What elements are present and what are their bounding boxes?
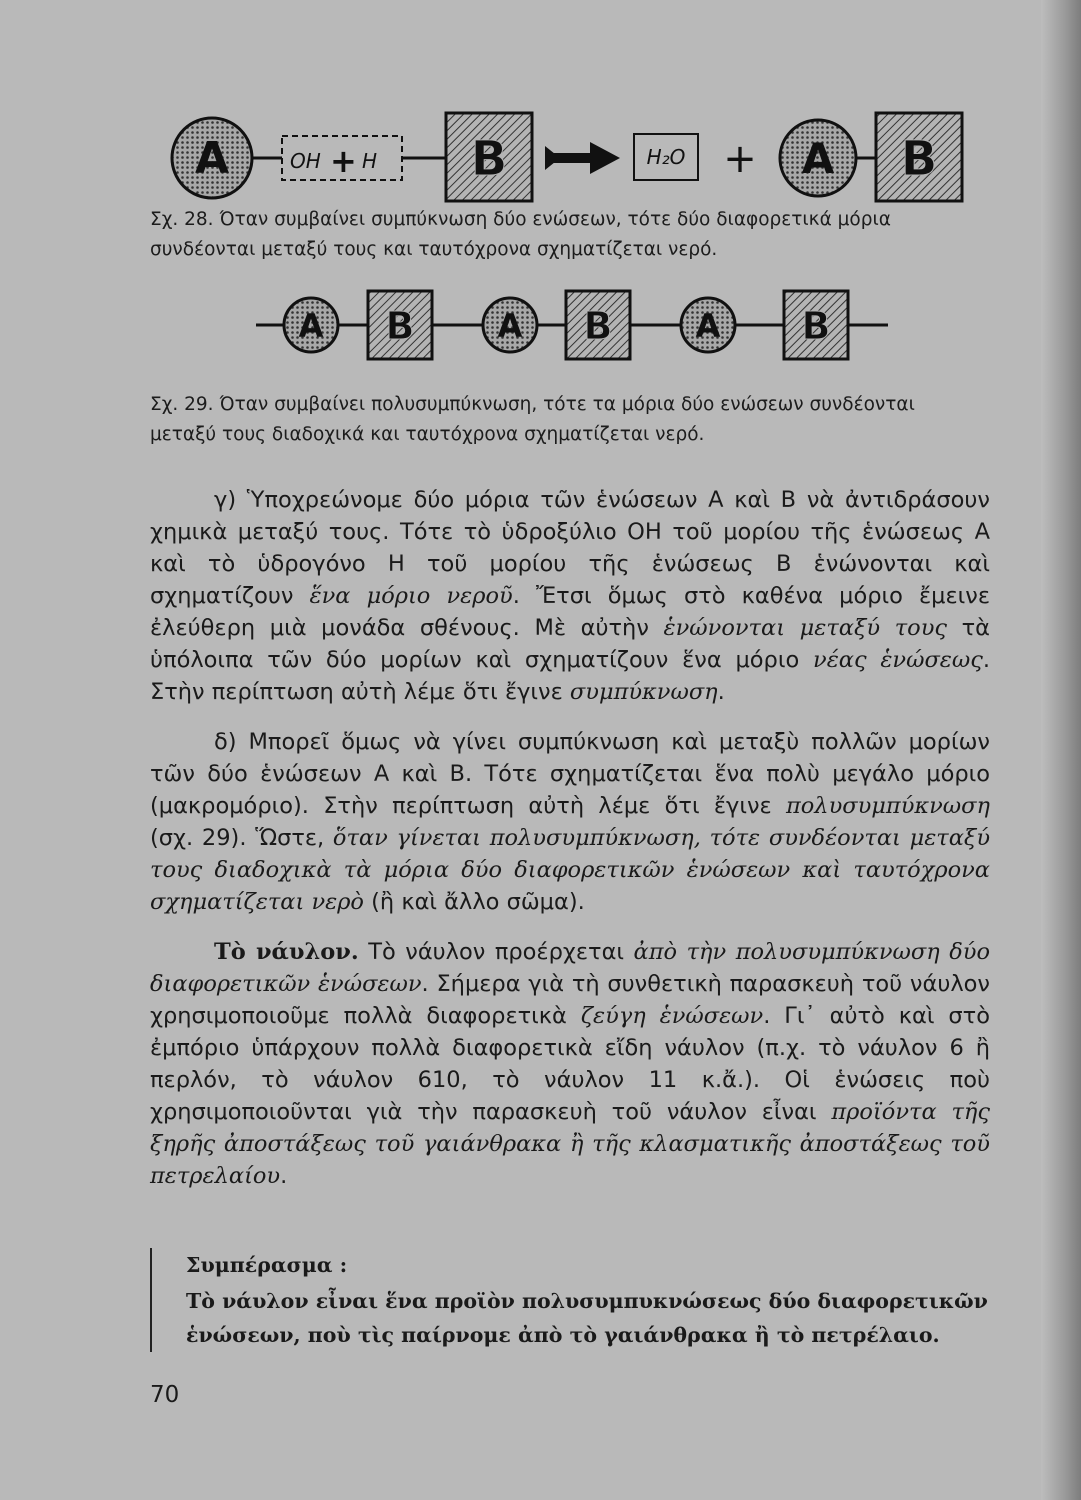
paragraph-nylon — [150, 936, 990, 1192]
product-b-label: B — [900, 131, 938, 187]
product-a-label: A — [801, 134, 835, 183]
gamma-text-4: . Στὴν περίπτωση αὐτὴ λέμε ὅτι ἔγινε — [150, 647, 990, 705]
paragraph-gamma — [150, 484, 990, 708]
delta-italic-1: πολυσυμπύκνωση — [785, 793, 990, 819]
chain-label-3: A — [497, 307, 523, 345]
figure-29-number: Σχ. 29. — [150, 394, 214, 415]
nylon-italic-1: ἀπὸ τὴν πολυσυμπύκνωση δύο διαφορετικῶν ἑνώσεων — [150, 939, 990, 997]
figure-29-chain — [256, 291, 888, 359]
figure-28-caption-text: Όταν συμβαίνει συμπύκνωση δύο ενώσεων, τότε δύο διαφορετικά μόρια συνδέονται μεταξύ τους και ταυτόχρονα σχηματίζεται νερό. — [150, 209, 891, 260]
h-label: H — [362, 149, 378, 173]
water-label: H₂O — [646, 145, 686, 169]
gamma-italic-4: συμπύκνωση — [569, 679, 718, 705]
reaction-arrow — [545, 142, 620, 174]
figure-28-diagram — [172, 113, 962, 201]
figure-28-caption — [150, 205, 982, 265]
gamma-text-1: γ) Ὑποχρεώνομε δύο μόρια τῶν ἑνώσεων Α καὶ Β νὰ ἀντιδράσουν χημικὰ μεταξύ τους. Τότε τὸ ὑδροξύλιο ΟΗ τοῦ μορίου τῆς ἑνώσεως Α καὶ τὸ ὑδρογόνο Η τοῦ μορίου τῆς ἑνώσεως Β ἑνώνονται καὶ σχηματίζουν — [150, 487, 990, 609]
molecule-b-label: B — [470, 131, 508, 187]
gamma-text-5: . — [717, 679, 725, 705]
figure-29-caption-text: Όταν συμβαίνει πολυσυμπύκνωση, τότε τα μόρια δύο ενώσεων συνδέονται μεταξύ τους διαδοχικά και ταυτόχρονα σχηματίζεται νερό. — [150, 394, 915, 445]
product-plus-sign: + — [723, 136, 757, 182]
molecule-a-label: A — [194, 133, 230, 184]
page-number: 70 — [150, 1382, 180, 1408]
nylon-italic-3: προϊόντα τῆς ξηρῆς ἀποστάξεως τοῦ γαιάνθρακα ἢ τῆς κλασματικῆς ἀποστάξεως τοῦ πετρελαίου — [150, 1099, 991, 1189]
figure-29-caption — [150, 390, 982, 450]
delta-text-1: δ) Μπορεῖ ὅμως νὰ γίνει συμπύκνωση καὶ μεταξὺ πολλῶν μορίων τῶν δύο ἑνώσεων Α καὶ Β. Τότε σχηματίζεται ἕνα πολὺ μεγάλο μόριο (μακρομόριο). Στὴν περίπτωση αὐτὴ λέμε ὅτι ἔγινε — [150, 729, 990, 819]
gamma-italic-2: ἑνώνονται μεταξύ τους — [663, 615, 947, 641]
figure-28-number: Σχ. 28. — [150, 209, 214, 230]
delta-text-3: (ἢ καὶ ἄλλο σῶμα). — [363, 889, 585, 915]
paragraph-delta — [150, 726, 990, 918]
conclusion-box — [150, 1248, 990, 1352]
nylon-text-3: . Γι᾽ αὐτὸ καὶ στὸ ἐμπόριο ὑπάρχουν πολλὰ διαφορετικὰ εἴδη νάυλον (π.χ. τὸ νάυλον 6 ἢ περλόν, τὸ νάυλον 610, τὸ νάυλον 11 κ.ἄ.). Οἱ ἑνώσεις ποὺ χρησιμοποιοῦνται γιὰ τὴν παρασκευὴ τοῦ νάυλον εἶναι — [150, 1003, 990, 1125]
oh-label: OH — [290, 149, 321, 173]
chain-label-5: A — [695, 307, 721, 345]
nylon-text-1: Τὸ νάυλον προέρχεται — [358, 939, 634, 965]
gamma-text-3: τὰ ὑπόλοιπα τῶν δύο μορίων καὶ σχηματίζουν ἕνα μόριο — [150, 615, 991, 673]
chain-label-2: B — [385, 304, 415, 348]
gamma-text-2: . Ἔτσι ὅμως στὸ καθένα μόριο ἔμεινε ἐλεύθερη μιὰ μονάδα σθένους. Μὲ αὐτὴν — [150, 583, 991, 641]
figure-diagrams — [0, 0, 1081, 400]
delta-italic-2: ὅταν γίνεται πολυσυμπύκνωση, τότε συνδέονται μεταξύ τους διαδοχικὰ τὰ μόρια δύο διαφορετικῶν ἑνώσεων καὶ ταυτόχρονα σχηματίζεται νερὸ — [150, 825, 990, 915]
delta-text-2: (σχ. 29). Ὥστε, — [150, 825, 333, 851]
nylon-italic-2: ζεύγη ἑνώσεων — [580, 1003, 764, 1029]
conclusion-heading: Συμπέρασμα : — [186, 1253, 348, 1277]
nylon-title: Τὸ νάυλον. — [214, 939, 359, 965]
chain-label-6: B — [801, 304, 831, 348]
chain-label-4: B — [583, 304, 613, 348]
nylon-text-4: . — [280, 1163, 288, 1189]
nylon-text-2: . Σήμερα γιὰ τὴ συνθετικὴ παρασκευὴ τοῦ νάυλον χρησιμοποιοῦμε πολλὰ διαφορετικὰ — [150, 971, 990, 1029]
gamma-italic-1: ἕνα μόριο νεροῦ — [309, 583, 513, 609]
chain-label-1: A — [298, 307, 324, 345]
plus-sign: + — [330, 142, 357, 180]
conclusion-text: Τὸ νάυλον εἶναι ἕνα προϊὸν πολυσυμπυκνώσεως δύο διαφορετικῶν ἑνώσεων, ποὺ τὶς παίρνομε ἀπὸ τὸ γαιάνθρακα ἢ τὸ πετρέλαιο. — [186, 1289, 988, 1347]
gamma-italic-3: νέας ἑνώσεως — [813, 647, 983, 673]
